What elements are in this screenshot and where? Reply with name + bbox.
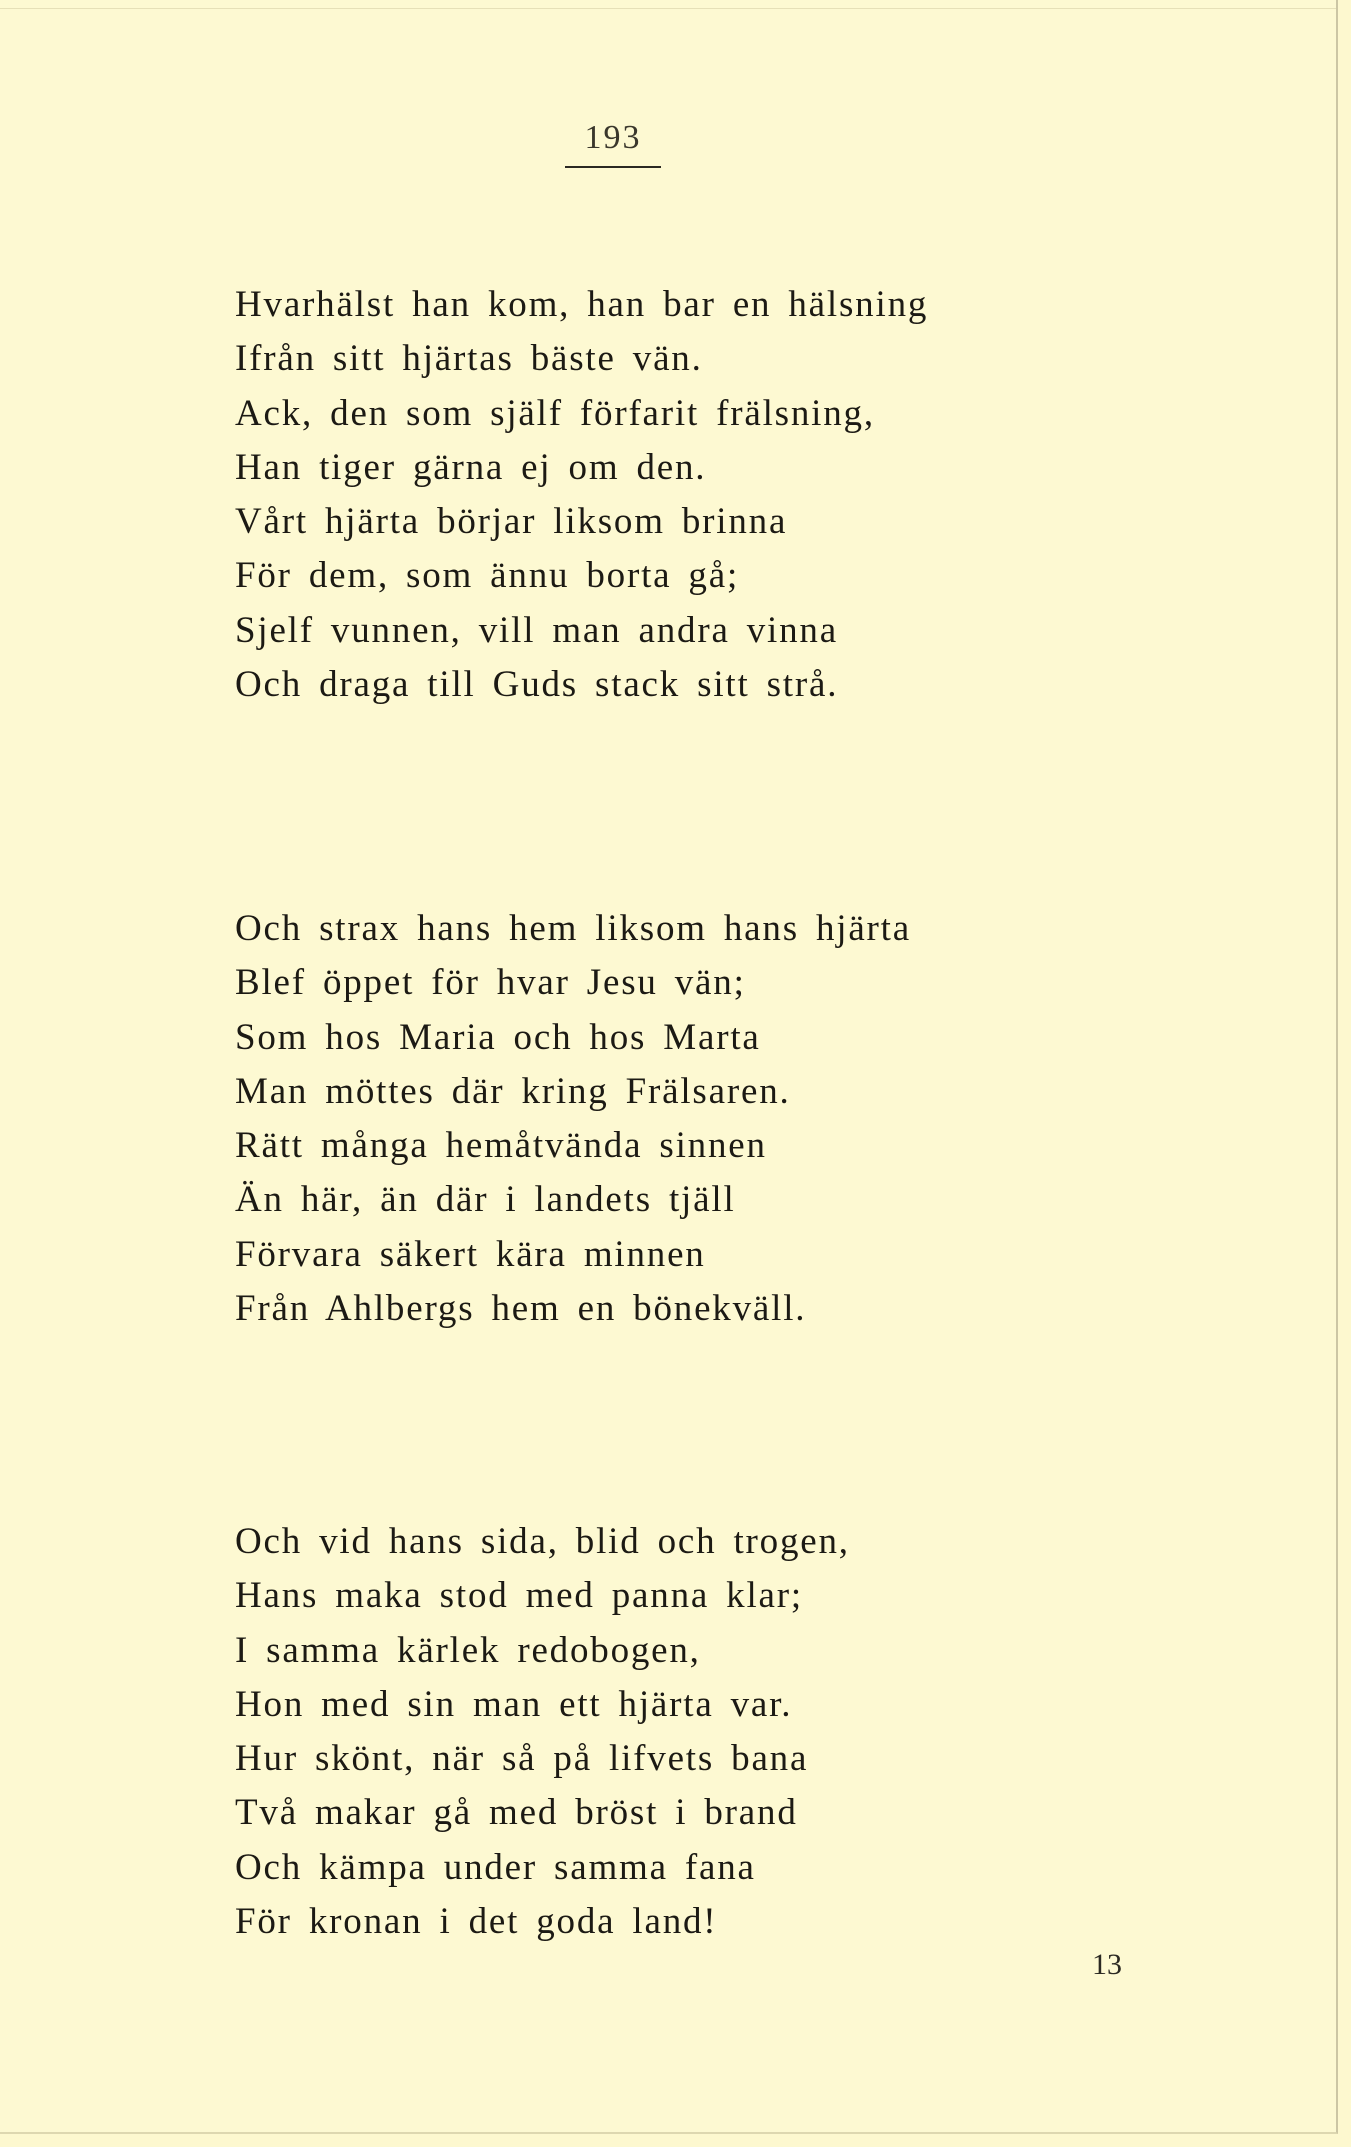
verse-line: Rätt många hemåtvända sinnen [235, 1125, 767, 1167]
verse-line: I samma kärlek redobogen, [235, 1629, 701, 1671]
verse-line: Blef öppet för hvar Jesu vän; [235, 962, 746, 1004]
header-rule [565, 166, 661, 168]
signature-mark: 13 [1092, 1948, 1122, 1981]
verse-line: Ifrån sitt hjärtas bäste vän. [235, 338, 703, 380]
verse-line: För kronan i det goda land! [235, 1901, 718, 1943]
verse-line: Hur skönt, när så på lifvets bana [235, 1738, 809, 1780]
stanza-2 [235, 902, 1035, 1336]
verse-line: Förvara säkert kära minnen [235, 1233, 706, 1275]
verse-line: Och draga till Guds stack sitt strå. [235, 664, 839, 706]
stanza-3 [235, 1515, 1035, 1949]
stanza-1 [235, 278, 1035, 712]
verse-line: Sjelf vunnen, vill man andra vinna [235, 609, 838, 651]
verse-line: Hans maka stod med panna klar; [235, 1575, 803, 1617]
verse-line: Från Ahlbergs hem en bönekväll. [235, 1288, 807, 1330]
page-header [565, 118, 661, 168]
verse-line: Och strax hans hem liksom hans hjärta [235, 908, 911, 949]
page-number: 193 [584, 119, 642, 156]
verse-line: Ack, den som själf förfarit frälsning, [235, 392, 875, 434]
verse-line: Och vid hans sida, blid och trogen, [235, 1521, 850, 1562]
verse-line: Man möttes där kring Frälsaren. [235, 1070, 791, 1112]
verse-line: Hvarhälst han kom, han bar en hälsning [235, 284, 929, 325]
verse-line: Och kämpa under samma fana [235, 1846, 756, 1888]
page-top-edge [0, 8, 1336, 9]
verse-line: För dem, som ännu borta gå; [235, 555, 740, 597]
verse-line: Han tiger gärna ej om den. [235, 446, 707, 488]
verse-line: Två makar gå med bröst i brand [235, 1792, 798, 1834]
verse-line: Som hos Maria och hos Marta [235, 1016, 761, 1058]
verse-line: Hon med sin man ett hjärta var. [235, 1683, 793, 1725]
verse-line: Än här, än där i landets tjäll [235, 1179, 736, 1221]
verse-line: Vårt hjärta börjar liksom brinna [235, 501, 788, 543]
